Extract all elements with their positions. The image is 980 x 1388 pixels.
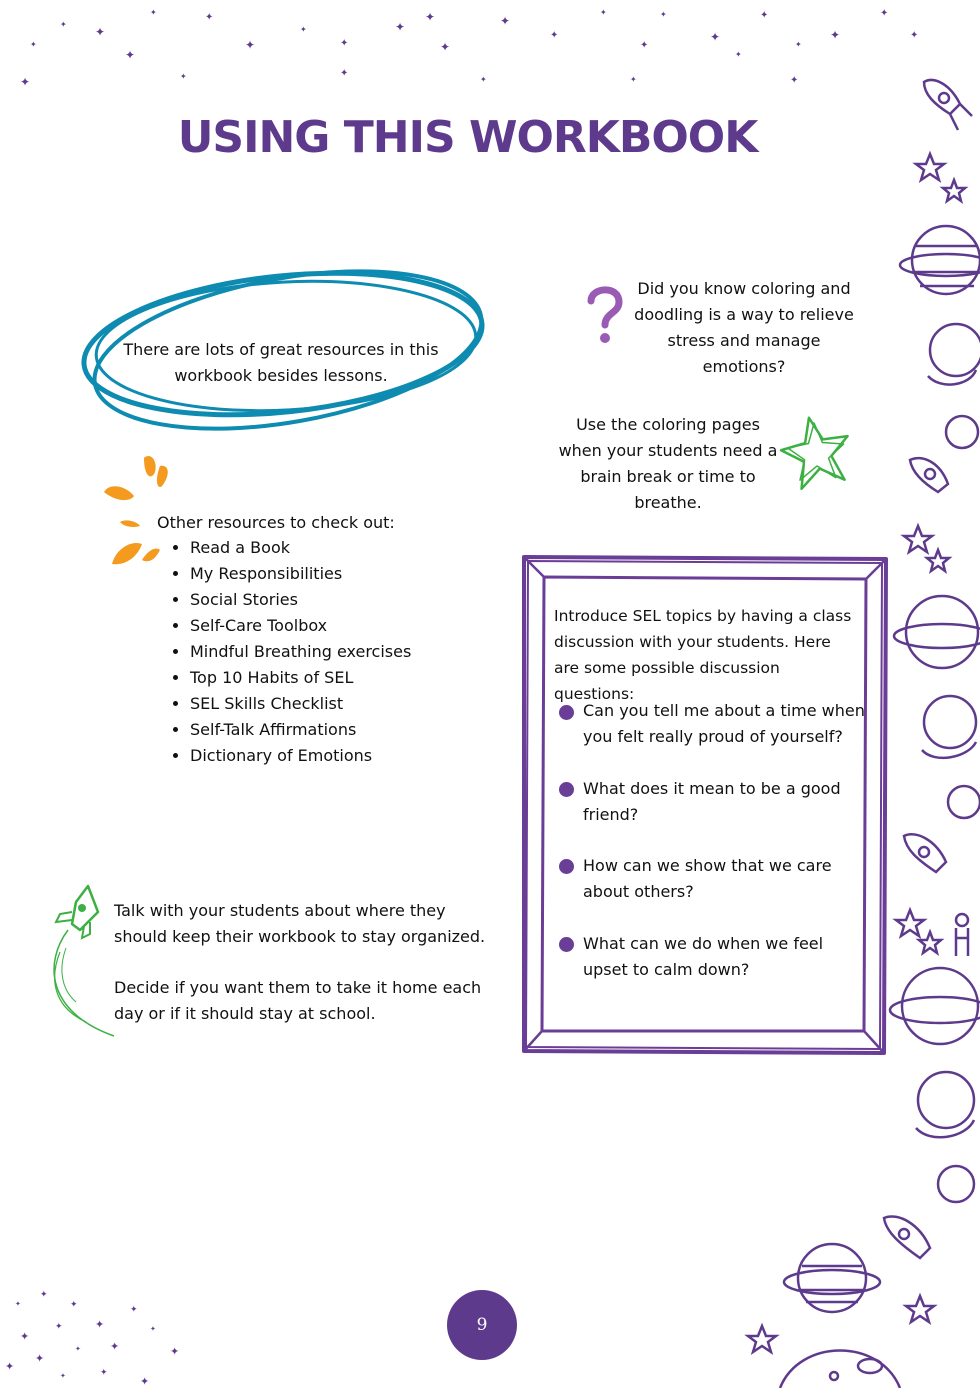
sparkle-star-icon: ✦ [550,30,559,41]
star-icon [896,910,924,936]
sparkle-star-icon: ✦ [880,8,889,19]
sparkle-star-icon: ✦ [440,40,451,54]
sparkle-star-icon: ✦ [395,20,406,34]
sparkle-star-icon: ✦ [790,75,799,86]
rocket-icon [38,882,122,1042]
star-icon [919,932,941,953]
sparkle-star-icon: ✦ [340,68,349,79]
sparkle-star-icon: ✦ [140,1375,150,1388]
sparkle-star-icon: ✦ [760,10,769,21]
planet-icon [924,696,976,748]
list-item: • Self-Talk Affirmations [190,717,480,743]
sparkle-star-icon: ✦ [630,75,637,84]
planet-icon [946,416,978,448]
sparkle-star-icon: ✦ [640,40,649,51]
list-item: • Self-Care Toolbox [190,613,480,639]
planet-icon [918,1072,974,1128]
sparkle-star-icon: ✦ [830,28,841,42]
list-item: • Mindful Breathing exercises [190,639,480,665]
bullet-dot-icon [559,782,574,797]
astronaut-icon [956,914,968,926]
sparkle-star-icon: ✦ [480,75,487,84]
sparkle-star-icon: ✦ [710,30,721,44]
sparkle-star-icon: ✦ [425,10,436,24]
star-icon [943,180,965,201]
sparkle-star-icon: ✦ [300,25,307,34]
planet-icon [930,324,980,376]
planet-icon [906,596,978,668]
bullet-dot-icon [559,705,574,720]
planet-icon [912,226,980,294]
oval-note-text: There are lots of great resources in this workbook besides lessons. [123,340,439,385]
sparkle-star-icon: ✦ [130,1305,138,1315]
sparkle-star-icon: ✦ [95,25,106,39]
sparkle-star-icon: ✦ [180,72,187,81]
discussion-intro: Introduce SEL topics by having a class discussion with your students. Here are some possible discussion questions: [554,607,852,703]
list-item: • Social Stories [190,587,480,613]
rocket-icon [910,458,948,492]
page-title: USING THIS WORKBOOK [177,112,758,163]
sparkle-star-icon: ✦ [100,1368,108,1378]
sparkle-star-icon: ✦ [735,50,742,59]
sparkle-star-icon: ✦ [40,1290,48,1300]
sparkle-star-icon: ✦ [795,40,802,49]
list-item: • Read a Book [190,535,480,561]
resources-list [170,535,480,769]
rocket-icon [924,80,960,114]
sparkle-star-icon: ✦ [15,1300,21,1308]
question-mark-icon [585,285,625,347]
sparkle-star-icon: ✦ [205,12,214,23]
sparkle-star-icon: ✦ [95,1318,105,1331]
star-icon [916,154,944,180]
coloring-pages-text: Use the coloring pages when your students need a brain break or time to breathe. [558,415,778,512]
did-you-know-text: Did you know coloring and doodling is a way to relieve stress and manage emotions? [634,279,854,376]
sparkle-star-icon: ✦ [5,1360,15,1373]
space-doodles-border [890,60,980,1388]
discussion-question: What can we do when we feel upset to calm down? [583,934,824,979]
sparkle-star-icon: ✦ [20,75,31,89]
hand-drawn-star-icon [778,413,854,489]
sparkle-star-icon: ✦ [60,20,67,29]
bullet-dot-icon [559,937,574,952]
sparkle-star-icon: ✦ [660,10,667,19]
sparkle-star-icon: ✦ [245,38,256,52]
sparkle-star-icon: ✦ [910,30,919,41]
sparkle-star-icon: ✦ [70,1300,78,1310]
sparkle-star-icon: ✦ [20,1330,30,1343]
star-icon [904,526,932,552]
sparkle-star-icon: ✦ [600,8,607,17]
sparkle-star-icon: ✦ [35,1352,45,1365]
organize-decide-text: Decide if you want them to take it home each day or if it should stay at school. [114,978,482,1023]
star-icon [748,1326,776,1352]
sparkle-star-icon: ✦ [150,8,157,17]
discussion-question: What does it mean to be a good friend? [583,779,841,824]
sparkle-star-icon: ✦ [75,1345,81,1353]
bullet-dot-icon [559,859,574,874]
star-icon [927,550,949,571]
sparkle-star-icon: ✦ [125,48,136,62]
resources-intro: Other resources to check out: [157,513,395,532]
rocket-icon [904,834,946,872]
sparkle-star-icon: ✦ [60,1372,66,1380]
sparkle-star-icon: ✦ [500,14,511,28]
bottom-doodles [740,1238,900,1388]
list-item: • SEL Skills Checklist [190,691,480,717]
star-icon [906,1296,934,1322]
sparkle-star-icon: ✦ [55,1322,63,1332]
discussion-question: How can we show that we care about others? [583,856,832,901]
sparkle-star-icon: ✦ [150,1325,156,1333]
organize-talk-text: Talk with your students about where they should keep their workbook to stay organized. [114,901,486,946]
page-number-badge: 9 [447,1290,517,1360]
sparkle-star-icon: ✦ [340,38,349,49]
list-item: • Top 10 Habits of SEL [190,665,480,691]
list-item: • Dictionary of Emotions [190,743,480,769]
planet-icon [902,968,978,1044]
sparkle-star-icon: ✦ [110,1340,120,1353]
sparkle-star-icon: ✦ [170,1345,180,1358]
sparkle-star-icon: ✦ [30,40,37,49]
list-item: • My Responsibilities [190,561,480,587]
discussion-question: Can you tell me about a time when you felt really proud of yourself? [583,701,865,746]
